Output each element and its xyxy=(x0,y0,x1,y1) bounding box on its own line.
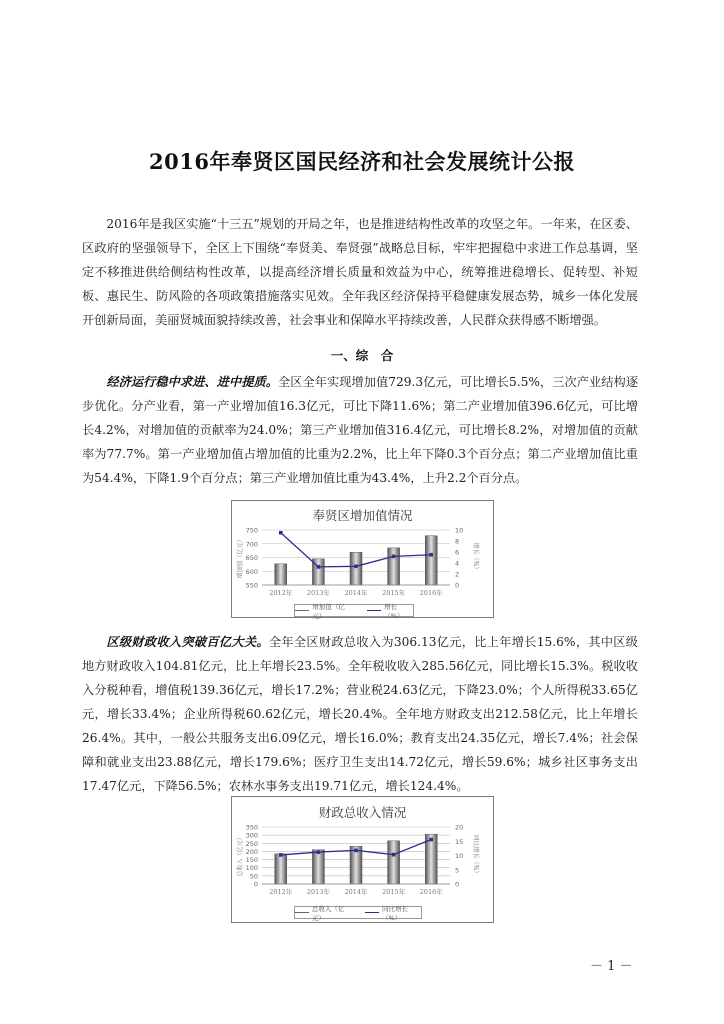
svg-text:250: 250 xyxy=(245,839,258,848)
intro-paragraph: 2016年是我区实施“十三五”规划的开局之年，也是推进结构性改革的攻坚之年。一年来，在区委、区政府的坚强领导下，全区上下围绕“奉贤美、奉贤强”战略总目标，牢牢把握稳中求进工作总基调，坚定不移推进供给侧结构性改革，以提高经济增长质量和效益为中心，统筹推进稳增长、促转型、补短板、惠民生、防风险的各项政策措施落实见效。全年我区经济保持平稳健康发展态势，城乡一体化发展开创新局面，美丽贤城面貌持续改善，社会事业和保障水平持续改善，人民群众获得感不断增强。 xyxy=(82,217,638,327)
svg-text:总收入（亿元）: 总收入（亿元） xyxy=(237,834,244,877)
svg-text:150: 150 xyxy=(245,856,258,865)
svg-text:8: 8 xyxy=(455,537,460,546)
svg-text:350: 350 xyxy=(245,823,258,832)
svg-text:增加值（亿元）: 增加值（亿元） xyxy=(237,536,244,579)
chart-title: 财政总收入情况 xyxy=(318,805,407,820)
svg-text:100: 100 xyxy=(245,864,258,873)
paragraph-finance xyxy=(82,630,638,798)
section-heading-general: 一、综 合 xyxy=(330,348,394,363)
legend-item-bar: 增加值（亿元） xyxy=(295,602,353,620)
svg-text:10: 10 xyxy=(455,852,464,860)
paragraph-lead: 区级财政收入突破百亿大关。 xyxy=(106,635,269,649)
chart-title: 奉贤区增加值情况 xyxy=(312,508,413,523)
legend-item-line: 同比增长（%） xyxy=(365,904,421,922)
svg-text:600: 600 xyxy=(245,567,258,576)
svg-text:2013年: 2013年 xyxy=(306,888,330,896)
chart-fiscal-revenue xyxy=(231,796,494,923)
paragraph-body: 全年全区财政总收入为306.13亿元，比上年增长15.6%，其中区级地方财政收入104.81亿元，比上年增长23.5%。全年税收收入285.56亿元，同比增长15.3%。税收收入分税种看，增值税139.36亿元，增长17.2%；营业税24.63亿元，下降23.0%；个人所得税33.65亿元，增长33.4%；企业所得税60.62亿元，增长20.4%。全年地方财政支出212.58亿元，比上年增长26.4%。其中，一般公共服务支出6.09亿元，增长16.0%；教育支出24.35亿元，增长7.4%；社会保障和就业支出23.88亿元，增长179.6%；医疗卫生支出14.72亿元，增长59.6%；城乡社区事务支出17.47亿元，下降56.5%；农林水事务支出19.71亿元，增长124.4%。 xyxy=(82,635,638,793)
svg-text:0: 0 xyxy=(455,581,460,590)
chart-legend xyxy=(294,904,422,922)
svg-text:200: 200 xyxy=(245,847,258,856)
svg-text:20: 20 xyxy=(455,823,464,832)
chart-legend xyxy=(294,602,414,620)
legend-item-line: 增长（%） xyxy=(367,602,413,620)
chart-value-added xyxy=(231,500,494,618)
svg-text:2012年: 2012年 xyxy=(269,888,293,896)
svg-text:增长（%）: 增长（%） xyxy=(472,542,479,573)
svg-text:2014年: 2014年 xyxy=(344,589,368,597)
svg-text:10: 10 xyxy=(455,526,464,535)
svg-text:750: 750 xyxy=(245,526,258,535)
chart-plot-area xyxy=(232,501,495,619)
legend-item-bar: 总收入（亿元） xyxy=(295,904,351,922)
svg-text:50: 50 xyxy=(249,872,258,881)
page-number: － 1 － xyxy=(590,959,633,974)
svg-text:650: 650 xyxy=(245,554,258,562)
paragraph-economy xyxy=(82,370,638,490)
paragraph-lead: 经济运行稳中求进、进中提质。 xyxy=(106,375,278,389)
svg-text:0: 0 xyxy=(455,880,460,889)
svg-text:同比增长（%）: 同比增长（%） xyxy=(472,834,479,877)
svg-text:2016年: 2016年 xyxy=(419,589,443,597)
svg-text:4: 4 xyxy=(455,559,460,568)
svg-text:2015年: 2015年 xyxy=(382,888,406,896)
svg-text:2012年: 2012年 xyxy=(269,589,293,597)
svg-text:2013年: 2013年 xyxy=(306,589,330,597)
svg-text:2014年: 2014年 xyxy=(344,888,368,896)
svg-text:550: 550 xyxy=(245,581,258,590)
chart-plot-area xyxy=(232,797,495,924)
svg-text:2016年: 2016年 xyxy=(419,888,443,896)
svg-text:2015年: 2015年 xyxy=(382,589,406,597)
svg-text:700: 700 xyxy=(245,540,258,549)
svg-text:300: 300 xyxy=(245,831,258,840)
svg-text:2: 2 xyxy=(455,570,460,579)
document-title: 2016年奉贤区国民经济和社会发展统计公报 xyxy=(149,149,575,174)
svg-text:0: 0 xyxy=(253,880,258,889)
svg-text:6: 6 xyxy=(455,548,460,557)
svg-text:15: 15 xyxy=(455,837,464,846)
paragraph-body: 全区全年实现增加值729.3亿元，可比增长5.5%，三次产业结构逐步优化。分产业看，第一产业增加值16.3亿元，可比下降11.6%；第二产业增加值396.6亿元，可比增长4.2%，对增加值的贡献率为24.0%；第三产业增加值316.4亿元，可比增长8.2%，对增加值的贡献率为77.7%。第一产业增加值占增加值的比重为2.2%，比上年下降0.3个百分点；第二产业增加值比重为54.4%，下降1.9个百分点；第三产业增加值比重为43.4%，上升2.2个百分点。 xyxy=(82,375,639,485)
svg-text:5: 5 xyxy=(455,866,460,875)
